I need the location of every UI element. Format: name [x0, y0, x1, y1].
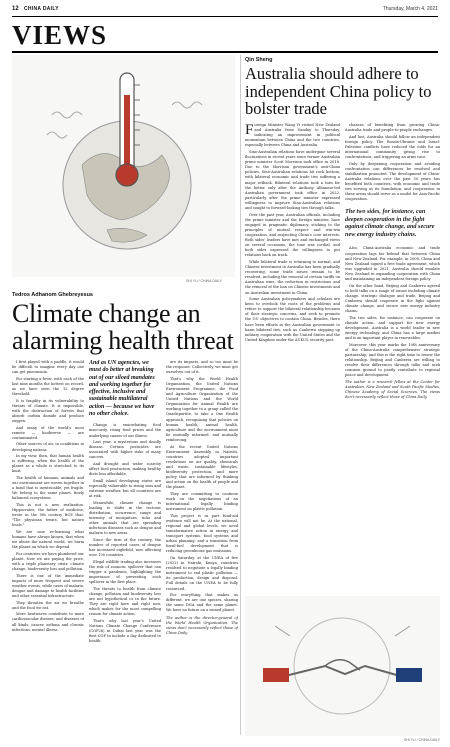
- paragraph: Other sources of air, in conditions in developing nations.: [12, 442, 84, 452]
- section-title: VIEWS: [12, 20, 108, 50]
- article-headline: Climate change an alarming health threat: [12, 299, 234, 355]
- photo-credit: SHI YU / CHINA DAILY: [404, 738, 441, 742]
- paragraph: Since the turn of the century, the number of reported cases of dengue has increased eightfold, now affecting over 100 countries.: [89, 537, 161, 558]
- paragraph: That's why last year's United Nations Climate Change Conference (COP26) in Dubai last year was the first COP to include a day dedicated to health.: [89, 618, 161, 644]
- page-number: 12: [12, 6, 19, 12]
- column-divider: [240, 55, 241, 735]
- paragraph: For centuries we have plundered our planet. Now we are paying the price, with a triple planetary crisis: climate change, biodiversity loss and pollution.: [12, 551, 84, 572]
- publication-name: CHINA DAILY: [24, 6, 59, 12]
- paragraph: For everything that makes us different, we are one species, sharing the same DNA and the same planet. We have no future on a ruined planet.: [166, 593, 238, 613]
- paragraph: The threats to health from climate change, pollution and biodiversity loss are not hypothetical or in the future. They are right here and right now, which makes for the most compelling reason for climate action.: [89, 586, 161, 617]
- paragraph: That's why the World Health Organization, the United Nations Environment Programme, the Food and Agriculture Organization of the United Nations and the World Organisation for Animal Health are working together in a group called the Quadripartite, to take a One Health approach, recognizing that policies on human health, animal health, agriculture and the environment must be mutually informed, and mutually reinforcing.: [166, 376, 238, 442]
- paragraph: This is not a new realization. Hippocrates, the father of medicine, wrote in the 5th century BCE that: "The physician treats, but nature heals.": [12, 502, 84, 528]
- article-column: [166, 360, 238, 730]
- paragraph: On the other hand, Beijing and Canberra agreed to hold talks on a range of issues including climate change, strategic dialogue and trade. Beijing and Canberra should cooperate in the fight against climate change, and secure new energy industry chains.: [345, 283, 440, 314]
- paragraph: While bilateral trade is returning to normal, and Chinese investment in Australia has been gradually recovering, some trade issues remain to be resolved, including the removal of certain tariffs on Australian wine, the reduction in restrictions and the removal of the ban on Chinese investments and on Australian investment in China.: [245, 259, 340, 295]
- paragraph: Last year, a mysterious and deadly disease. Certain pesticides are associated with higher risks of many cancers.: [89, 440, 161, 460]
- earth-thermometer-illustration: [12, 55, 235, 277]
- paragraph: Also, China-Australia economic and trade cooperation lags far behind that between China and New Zealand. For example, in 2008, China and New Zealand signed a free trade agreement, which was upgraded in 2021. Australia should emulate New Zealand in expanding cooperation with China and maintaining an independent foreign policy.: [345, 246, 440, 281]
- article-column: [12, 360, 84, 730]
- author-bio: The author is a research fellow at the Center for Australian, New Zealand and South Pacific Studies, Chinese Academy of Social Sciences. The views don't necessarily reflect those of China Daily.: [345, 379, 440, 400]
- paragraph: The two sides, for instance, can cooperate on climate action, and support for new energy development. Australia is a world leader in new energy technology, and China has a large market and is an important player in renewables.: [345, 315, 440, 340]
- header-rule: [12, 16, 438, 17]
- paragraph: The health of humans, animals and our environment are woven together in a bond that is inextricable, yet fragile. We belong to the same planet, finely balanced ecosystems.: [12, 475, 84, 501]
- paragraph: And drought and water scarcity affect food production, making healthy diets less affordable.: [89, 462, 161, 477]
- paragraph: Over the past year, Australian officials, including the prime minister and the foreign minister, have engaged in pragmatic diplomacy, sticking to the principles of mutual respect and win-win cooperation, and respecting China's core interests. Both sides' leaders have met and exchanged views on several occasions, the tone was cordial, and both sides expressed the willingness to put relations back on track.: [245, 212, 340, 258]
- paragraph: And many of the world's most remote — biodiverse — are contaminated.: [12, 425, 84, 440]
- paragraph: And last, Australia should follow an independent foreign policy. The Russia-Ukraine and Israel-Palestine conflicts have reduced the odds for an international community giving rise to confrontations, and triggering an arms race.: [345, 134, 440, 160]
- photo-credit: SHI YU / CHINA DAILY: [186, 279, 223, 283]
- paragraph: This project is in part fund-aid evidence will not be. At the national, regional and global levels, we need transformative action in energy and transport systems, food systems and urban planning, and a transition from fossil-fuel development that is reducing greenhouse gas emissions.: [166, 513, 238, 554]
- handshake-illustration: [245, 596, 440, 736]
- pull-quote: And as UN agencies, we must do better at breaking out of our siloed mandates and working together for effective, inclusive and sustainable multilateral action — because we have no other choice.: [89, 360, 155, 418]
- paragraph: More heatwaves contribute to more cardiovascular disease, and diseases of all kinds, cancer, asthma and chronic infections, mental illness.: [12, 612, 84, 632]
- diplomacy-illustration: [245, 596, 440, 736]
- article-author: Qin Sheng: [245, 57, 273, 63]
- header-date: Thursday, March 4, 2021: [382, 6, 438, 12]
- climate-illustration: [12, 55, 235, 277]
- article-headline: Australia should adhere to independent China policy to bolster trade: [245, 64, 432, 118]
- paragraph: We are now re-learning what humans have always known, that when we abuse the natural world, we harm the planet on which we depend.: [12, 529, 84, 550]
- paragraph: Small island developing states are especially vulnerable to rising seas and extreme weather, but all countries are at risk.: [89, 478, 161, 499]
- paragraph: In my view, then, that human health is suffering, when the health of the planet as a whole is stretched to its limit.: [12, 454, 84, 474]
- paragraph: Illegal wildlife trading also increases the risk of zoonotic spillover that can trigger a pandemic, highlighting the importance of preventing such spillover in the first place.: [89, 559, 161, 585]
- article-column: [245, 123, 340, 603]
- paragraph: Foreign Minister Wang Yi visited New Zealand and Australia from Sunday to Thursday, indicating an improvement in political momentum between China and the two countries, especially between China and Australia.: [245, 123, 340, 148]
- paragraph: Meanwhile, climate change is leading to shifts in the tectonic distribution, occurrence, range and intensity of mosquitoes, ticks and other animals that are spreading infectious diseases such as dengue and malaria to new areas.: [89, 500, 161, 536]
- paragraph: Moreover, this year marks the 10th anniversary of the China-Australia comprehensive strategic partnership, and this is the right time to renew the relationship. Beijing and Canberra are willing to resolve their differences through talks and seek common ground to jointly contribute to regional peace and development.: [345, 342, 440, 378]
- pull-quote: The two sides, for instance, can deepen cooperation in the fight against climate change, and secure new energy industry chains.: [345, 208, 435, 238]
- paragraph: Sino-Australian relations have undergone several fluctuations in recent years since former Australian prime minister Scott Morrison took office in 2018. Due to the Morrison government's anti-China policies, Sino-Australian relations hit rock bottom, with bilateral economic and trade ties suffering a major setback. Bilateral relations took a turn for the better only after the Anthony Albanese-led Australian government took office in 2022, particularly after the prime minister expressed willingness to improve Sino-Australian relations and sought to forward-looking ties through talks.: [245, 149, 340, 210]
- paragraph: It is fragility in its vulnerability to threats of climate. It is impossible, with the destruction of forests that absorb carbon dioxide and produce oxygen.: [12, 398, 84, 424]
- paragraph: Some Australian policymakers and scholars are keen to overlook the roots of the problems and refuse to support the bilateral relationship because of their strategic concerns, and seek to promote the US' objectives to contain China. Besides, there have been efforts in the Australian government to harm bilateral ties, such as Canberra stepping up military cooperation with the United States and the United Kingdom under the AUKUS security pact.: [245, 297, 340, 342]
- drop-cap: F: [245, 123, 254, 138]
- author-bio: The author is the director-general of the World Health Organization. The views don't necessarily reflect those of China Daily.: [166, 615, 238, 635]
- article-column: [89, 360, 161, 730]
- section-rule: [12, 51, 438, 53]
- paragraph: They threaten the air we breathe and the food we eat.: [12, 600, 84, 610]
- paragraph: chances of benefiting from growing China-Australia trade and people-to-people exchanges.: [345, 123, 440, 133]
- paragraph: They are committing to continue work on the negotiations of an international legally binding instrument on plastic pollution.: [166, 491, 238, 512]
- paragraph: For starting a fever, with each of the last nine months the hottest on record, as we have seen the 12 degree threshold.: [12, 376, 84, 397]
- article-author: Tedros Adhanom Ghebreyesus: [12, 292, 93, 298]
- paragraph: Only by deepening cooperation and avoiding confrontation can differences be resolved and stabilization promoted. The development of China-Australia relations over the past 50 years has benefited both countries, with economic and trade ties serving as its foundation, and cooperation in these areas should serve as a model for Asia-Pacific cooperation.: [345, 161, 440, 202]
- paragraph: are its impacts, and so too must be the response. Collectively, we must get ourselves out of it.: [166, 360, 238, 375]
- paragraph: On Saturday, at the UNEA of five (2022) in Nairobi, Kenya, countries resolved to negotiate a legally binding instrument to end plastic pollution — its production, design and disposal. Full details on the UNEA to be fully resourced.: [166, 555, 238, 591]
- paragraph: Change is exacerbating food insecurity, rising food prices and the underlying causes of our illness.: [89, 423, 161, 438]
- paragraph: At the recent United Nations Environment Assembly in Nairobi, countries adopted important resolutions on air quality, chemicals and waste, sustainable lifestyles, biodiversity protection, and more policy that are informed by thinking and action on the health of people and the planet.: [166, 444, 238, 490]
- paragraph: There is one of the immediate impacts of more frequent and severe weather events, while cases of malaria, dengue and damage to health facilities and other essential infrastructure.: [12, 573, 84, 599]
- article-column: [345, 123, 440, 603]
- paragraph: I first played with a paddle, it would be difficult to imagine every day one can get pneumonia.: [12, 360, 84, 375]
